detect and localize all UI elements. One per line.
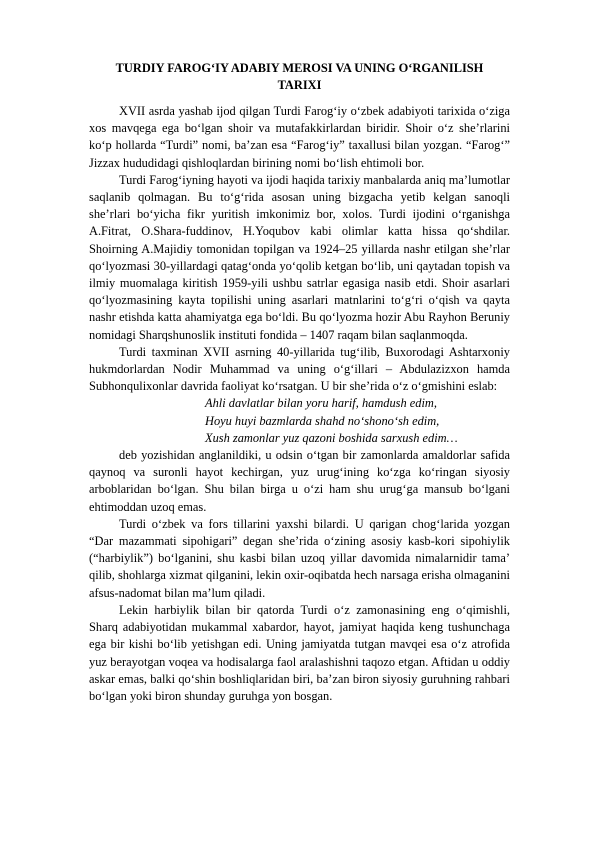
paragraph-biography: Turdi taxminan XVII asrning 40-yillarida tug‘ilib, Buxorodagi Ashtarxoniy hukmdorlardan Nodir Muhammad va uning o‘g‘illari – Abdulazizxon hamda Subhonqulixonlar davrida faoliyat ko‘rsatgan. U bir she’rida o‘z o‘gmishini eslab: (89, 344, 510, 394)
verse-line: Xush zamonlar yuz qazoni boshida sarxush edim… (205, 430, 458, 445)
verse-line: Hoyu huyi bazmlarda shahd no‘shono‘sh edim, (205, 413, 440, 428)
verse-line: Ahli davlatlar bilan yoru harif, hamdush edim, (205, 396, 437, 411)
verse-quote (89, 395, 510, 447)
document-page (89, 60, 510, 705)
page-title: TURDIY FAROG‘IY ADABIY MEROSI VA UNING O‘RGANILISH TARIXI (115, 61, 484, 92)
paragraph-military: Turdi o‘zbek va fors tillarini yaxshi bilardi. U qarigan chog‘larida yozgan “Dar mazammati sipohigari” degan she’rida o‘zining asosiy kasb-kori sipohiylik (“harbiylik”) bo‘lganini, shu kasbi bilan uzoq yillar davomida nimalarnidir tama’ qilib, shohlarga xizmat qilganini, lekin oxir-oqibatda hech narsaga erisha olmaganini afsus-nadomat bilan ma’lum qiladi. (89, 516, 510, 600)
paragraph-intro: XVII asrda yashab ijod qilgan Turdi Farog‘iy o‘zbek adabiyoti tarixida o‘ziga xos mavqega ega bo‘lgan shoir va mutafakkirlardan biridir. Shoir o‘z she’rlarini ko‘p hollarda “Turdi” nomi, ba’zan esa “Farog‘iy” taxallusi bilan yozgan. “Farog‘” Jizzax hududidagi qishloqlardan birining nomi bo‘lish ehtimoli bor. (89, 104, 510, 170)
paragraph-interpretation: deb yozishidan anglanildiki, u odsin o‘tgan bir zamonlarda amaldorlar safida qaynoq va suronli hayot kechirgan, yuz urug‘ining ko‘zga ko‘ringan siyosiy arboblaridan bo‘lgan. Shu bilan birga u o‘zi ham shu urug‘ga mansub bo‘lgani ehtimoddan uzoq emas. (89, 448, 510, 514)
paragraph-education: Lekin harbiylik bilan bir qatorda Turdi o‘z zamonasining eng o‘qimishli, Sharq adabiyotidan mukammal xabardor, hayot, jamiyat haqida keng tushunchaga ega bir kishi bo‘lib yetishgan edi. Uning jamiyatda tutgan mavqei esa o‘z atrofida yuz berayotgan voqea va hodisalarga faol aralashishni taqozo etgan. Aftidan u oddiy askar emas, balki qo‘shin boshliqlaridan biri, ba’zan biron siyosiy guruhning rahbari bo‘lgan yoki biron shunday guruhga yon bosgan. (89, 602, 510, 703)
paragraph-sources: Turdi Farog‘iyning hayoti va ijodi haqida tarixiy manbalarda aniq ma’lumotlar saqlanib qolmagan. Bu to‘g‘rida asosan uning bizgacha yetib kelgan sanoqli she’rlari bo‘yicha fikr yuritish imkonimiz bor, xolos. Turdi ijodini o‘rganishga A.Fitrat, O.Shara-fuddinov, H.Yoqubov kabi olimlar katta hissa qo‘shdilar. Shoirning A.Majidiy tomonidan topilgan va 1924–25 yillarda nashr etilgan she’rlar qo‘lyozmasi 30-yillardagi qatag‘onda yo‘qolib ketgan bo‘lib, uni qaytadan topish va ilmiy muomalaga kiritish 1959-yili ushbu satrlar egasiga nasib etdi. Shoir asarlari qo‘lyozmasining kayta topilishi uning asarlari matnlarini to‘g‘ri o‘qish va qayta nashr etishda katta ahamiyatga ega bo‘ldi. Bu qo‘lyozma hozir Abu Rayhon Beruniy nomidagi Sharqshunoslik instituti fondida – 1407 raqam bilan saqlanmoqda. (89, 172, 510, 342)
